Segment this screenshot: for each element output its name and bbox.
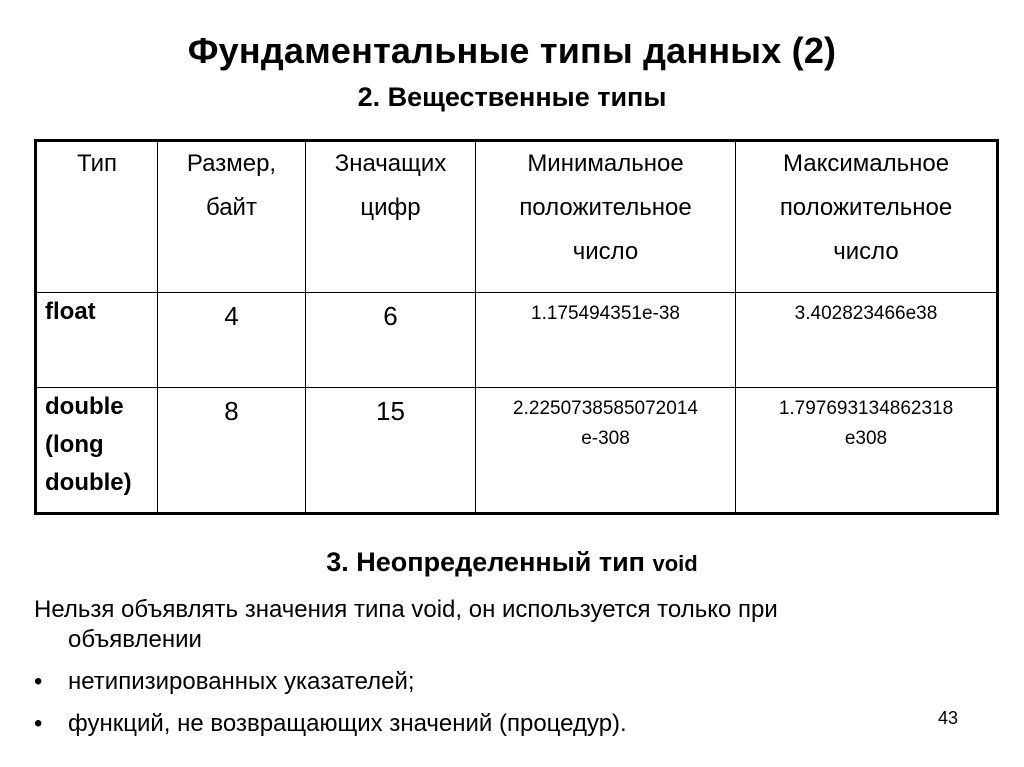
header-min: Минимальное положительное число: [476, 141, 736, 293]
paragraph-line-2: объявлении: [68, 626, 202, 653]
section-3-heading: 3. Неопределенный тип void: [326, 547, 698, 577]
cell-max: 3.402823466e38: [736, 293, 998, 388]
page-number: 43: [938, 708, 959, 728]
bullet-icon: •: [34, 710, 43, 737]
header-size: Размер, байт: [158, 141, 306, 293]
cell-max: 1.797693134862318 e308: [736, 388, 998, 514]
cell-min: 2.2250738585072014 e-308: [476, 388, 736, 514]
table-row-double: [36, 388, 998, 514]
header-max: Максимальное положительное число: [736, 141, 998, 293]
cell-digits: 15: [306, 388, 476, 514]
cell-min: 1.175494351e-38: [476, 293, 736, 388]
cell-type: float: [36, 293, 158, 388]
header-digits: Значащих цифр: [306, 141, 476, 293]
cell-type: double (long double): [36, 388, 158, 514]
cell-size: 4: [158, 293, 306, 388]
list-item: • функций, не возвращающих значений (процедур).: [34, 710, 627, 737]
header-type: Тип: [36, 141, 158, 293]
table-header-row: [36, 141, 998, 293]
cell-size: 8: [158, 388, 306, 514]
cell-digits: 6: [306, 293, 476, 388]
section-3-body: [34, 595, 964, 739]
slide-title: Фундаментальные типы данных (2): [187, 30, 837, 71]
section-2-heading: 2. Вещественные типы: [357, 82, 667, 112]
bullet-icon: •: [34, 668, 43, 695]
real-types-table: [34, 139, 999, 515]
paragraph-line-1: Нельзя объявлять значения типа void, он используется только при: [34, 596, 778, 623]
table-row-float: [36, 293, 998, 388]
list-item: • нетипизированных указателей;: [34, 668, 415, 695]
